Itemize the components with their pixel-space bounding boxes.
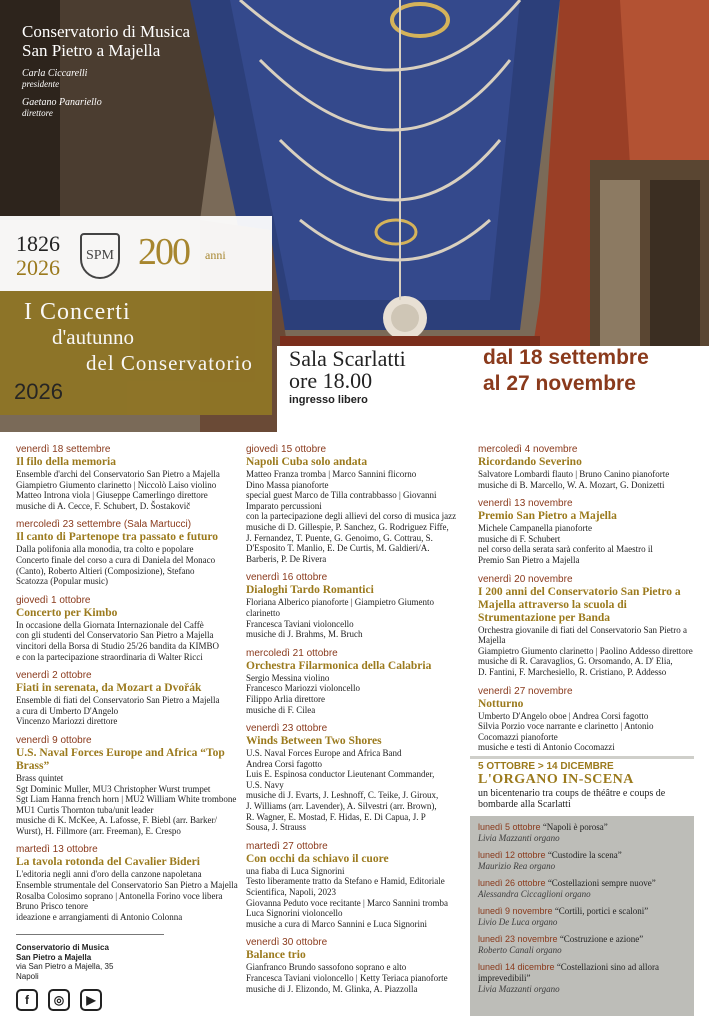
concert-event [246,841,466,930]
event-detail-line: nel corso della serata sarà conferito al Maestro il [478,544,653,555]
event-detail-line: musiche di J. Elizondo, M. Glinka, A. Piazzolla [246,983,418,994]
event-date: giovedì 15 ottobre [246,444,327,455]
event-detail-line: Silvia Porzio voce narrante e clarinetto | Antonio [478,721,654,732]
event-detail-line: U.S. Naval Forces Europe and Africa Band [246,748,402,759]
organ-concert-heading [478,962,686,984]
event-detail-line: Michele Campanella pianoforte [478,523,592,534]
event-detail-line: R. Wagner, E. Mostad, F. Hidas, E. Di Capua, J. P [246,811,426,822]
organ-series-range: 5 OTTOBRE > 14 DICEMBRE [478,761,614,772]
organ-concert-heading [478,850,686,861]
event-detail-line: una fiaba di Luca Signorini [246,865,345,876]
director-role: direttore [22,108,53,118]
organ-concert-title: “Custodire la scena” [547,850,622,860]
event-detail-line: ideazione e arrangiamenti di Antonio Colonna [16,911,183,922]
event-detail-line: musiche di J. Evarts, J. Leshnoff, C. Teike, J. Giroux, [246,790,439,801]
event-title: Napoli Cuba solo andata [246,456,368,468]
title-year: 2026 [14,379,63,404]
event-date: venerdì 30 ottobre [246,937,328,949]
organ-concert-performer: Maurizio Rea organo [478,861,556,871]
concert-event [16,444,238,511]
event-detail-line: Luca Signorini violoncello [246,908,343,919]
event-detail-line: Orchestra giovanile di fiati del Conservatorio San Pietro a Majella [478,624,687,646]
concert-event [478,444,700,490]
event-detail-line: musiche di R. Caravaglios, G. Orsomando, A. D' Elia, [478,656,673,667]
event-detail-line: J. Fernandez, T. Puente, G. Genoimo, G. Cottrau, S. [246,532,433,543]
event-detail-line: Matteo Franza tromba | Marco Sannini flicorno [246,469,417,479]
event-detail-line: Concerto finale del corso a cura di Daniela del Monaco [16,554,216,565]
event-detail-line: musiche di D. Gillespie, P. Sanchez, G. Rodriguez Fiffe, [246,521,449,532]
organ-series-list [470,822,694,995]
event-detail-line: musiche a cura di Marco Sannini e Luca Signorini [246,918,427,929]
organ-concert-heading [478,878,686,889]
organ-series-header [470,756,694,816]
organ-concert-date: lunedì 9 novembre [478,906,553,916]
event-detail-line: Ensemble d'archi del Conservatorio San Pietro a Majella [16,469,220,479]
footer-line1: Conservatorio di Musica [16,943,109,952]
venue-entry: ingresso libero [289,394,368,406]
event-title: Notturno [478,697,524,710]
event-date: venerdì 23 ottobre [246,723,328,735]
event-detail-line: Sergio Messina violino [246,672,330,683]
organ-concert-item [470,878,694,900]
concert-event [246,723,466,833]
dates-line2: al 27 novembre [483,372,636,395]
director-name: Gaetano Panariello [22,97,102,108]
event-detail-line: Rosalba Colosimo soprano | Antonella Forino voce libera [16,890,223,901]
title-line1: I Concerti [24,299,131,325]
event-detail-line: Giovanna Peduto voce recitante | Marco Sannini tromba [246,897,448,908]
organ-concert-heading [478,822,686,833]
concert-event [16,670,238,727]
event-detail-line: Gianfranco Brundo sassofono soprano e alto [246,962,407,973]
concert-event [16,595,238,662]
organ-concert-item [470,822,694,844]
event-title: Concerto per Kimbo [16,606,118,619]
anniversary-word: anni [205,248,226,262]
title-line3: del Conservatorio [86,351,253,375]
event-detail-line: vincitori della Borsa di Studio 25/26 bandita da KIMBO [16,640,219,651]
organ-concert-heading [478,906,686,917]
event-detail-line: Sousa, J. Strauss [246,822,307,833]
event-detail-line: Dalla polifonia alla monodia, tra colto e popolare [16,544,194,555]
event-title: Premio San Pietro a Majella [478,510,617,523]
event-detail-line: Giampietro Giumento clarinetto | Niccolò Laiso violino [16,479,217,490]
event-detail-line: Cocomazzi pianoforte [478,731,558,742]
organ-series-box [470,756,694,1016]
event-detail-line: a cura di Umberto D'Angelo [16,705,119,716]
concert-event [246,648,466,715]
event-detail-line: Dino Massa pianoforte [246,479,329,490]
event-detail-line: special guest Marco de Tilla contrabbasso | Giovanni [246,490,437,501]
event-detail-line: Sgt Dominic Muller, MU3 Christopher Wurst trumpet [16,783,211,794]
event-title: Con occhi da schiavo il cuore [246,852,389,865]
organ-series-name: L'ORGANO IN-SCENA [478,772,634,787]
event-detail-line: J. Williams (arr. Lavender), A. Silvestri (arr. Brown), [246,801,437,812]
organ-concert-performer: Roberto Canali organo [478,945,562,955]
event-date: venerdì 2 ottobre [16,670,92,682]
venue-block [277,346,709,432]
event-detail-line: In occasione della Giornata Internazionale del Caffè [16,619,204,630]
event-detail-line: Wurst), H. Fillmore (arr. Freeman), E. Crespo [16,825,181,836]
event-detail-line: Sgt Liam Hanna french horn | MU2 William White trombone [16,794,237,805]
organ-concert-date: lunedì 14 dicembre [478,962,555,972]
event-detail-line: con gli studenti del Conservatorio San Pietro a Majella [16,630,214,641]
event-detail-line: Ensemble di fiati del Conservatorio San Pietro a Majella [16,695,220,706]
concert-event [246,444,466,564]
event-detail-line: Scatozza (Popular music) [16,576,108,587]
concert-event [16,735,238,837]
anniversary-years [16,232,60,280]
president-role: presidente [22,79,60,89]
program-column-1 [16,444,238,930]
event-title: Orchestra Filarmonica della Calabria [246,659,432,672]
event-detail-line: Scientifica, Napoli, 2023 [246,887,336,898]
event-detail-line: con la partecipazione degli allievi del corso di musica jazz [246,511,457,522]
event-detail-line: Brass quintet [16,772,64,783]
event-date: venerdì 16 ottobre [246,572,328,584]
program-column-3 [478,444,700,761]
event-date: mercoledì 4 novembre [478,444,578,455]
event-title: La tavola rotonda del Cavalier Bideri [16,856,200,869]
event-date: giovedì 1 ottobre [16,594,91,606]
footer-line3: via San Pietro a Majella, 35 [16,962,114,971]
event-detail-line: Vincenzo Mariozzi direttore [16,716,118,727]
concert-event [478,686,700,753]
concert-event [246,937,466,994]
year-start: 1826 [16,231,60,256]
event-detail-line: musiche di A. Cecce, F. Schubert, D. Šostakovič [16,500,191,511]
crest-icon: SPM [80,233,120,279]
institution-name-line1: Conservatorio di Musica [22,22,191,41]
event-detail-line: Giampietro Giumento clarinetto | Paolino Addesso direttore [478,645,693,656]
title-line2: d'autunno [52,325,134,349]
venue-time: ore 18.00 [289,368,373,393]
year-end: 2026 [16,255,60,280]
event-detail-line: musiche di J. Brahms, M. Bruch [246,629,363,640]
organ-concert-performer: Livia Mazzanti organo [478,984,560,994]
youtube-icon[interactable]: ▶ [80,989,102,1011]
event-detail-line: Filippo Arlia direttore [246,693,325,704]
event-detail-line: Bruno Prisco tenore [16,901,88,912]
event-date: venerdì 27 novembre [478,685,573,697]
event-detail-line: Salvatore Lombardi flauto | Bruno Canino pianoforte [478,469,670,479]
event-detail-line: Luis E. Espinosa conductor Lieutenant Commander, [246,769,435,780]
event-title: Winds Between Two Shores [246,735,382,748]
event-detail-line: musiche e testi di Antonio Cocomazzi [478,742,615,753]
event-detail-line: Floriana Alberico pianoforte | Giampietro Giumento clarinetto [246,597,435,618]
organ-concert-item [470,962,694,995]
venue-hall: Sala Scarlatti [289,346,406,371]
event-detail-line: musiche di K. McKee, A. Lafosse, F. Biebl (arr. Barker/ [16,815,217,826]
event-detail-line: Testo liberamente tratto da Stefano e Hamid, Editoriale [246,876,445,887]
event-date: venerdì 18 settembre [16,444,111,455]
event-detail-line: D. Fantini, F. Marchesiello, R. Cristiano, P. Addesso [478,666,667,677]
program-column-2 [246,444,466,1002]
event-detail-line: musiche di B. Marcello, W. A. Mozart, G. Donizetti [478,479,665,490]
event-detail-line: D'Esposito T. Manlio, E. De Curtis, M. Galdieri/A. [246,543,430,554]
event-detail-line: Umberto D'Angelo oboe | Andrea Corsi fagotto [478,710,649,721]
organ-concert-performer: Livio De Luca organo [478,917,558,927]
event-detail-line: Imparato percussioni [246,500,322,511]
event-date: venerdì 20 novembre [478,573,573,585]
event-detail-line: U.S. Navy [246,779,284,790]
organ-concert-title: “Costellazioni sempre nuove” [547,878,656,888]
concert-event [16,844,238,922]
event-detail-line: Andrea Corsi fagotto [246,758,322,769]
event-detail-line: musiche di F. Schubert [478,533,561,544]
institution-header [22,22,190,118]
event-title: U.S. Naval Forces Europe and Africa “Top Brass” [16,746,225,772]
concert-event [246,572,466,639]
event-detail-line: (Canto), Roberto Altieri (Composizione), Stefano [16,565,195,576]
event-title: Ricordando Severino [478,456,582,468]
event-date: venerdì 9 ottobre [16,734,92,746]
organ-concert-title: “Costellazioni sino ad allora imprevedibili” [478,962,660,983]
event-detail-line: Ensemble strumentale del Conservatorio San Pietro a Majella [16,880,238,891]
anniversary-number: 200 [138,231,189,273]
dates-line1: dal 18 settembre [483,346,649,369]
organ-concert-item [470,934,694,956]
organ-concert-date: lunedì 26 ottobre [478,878,546,888]
organ-concert-item [470,906,694,928]
concert-event [478,498,700,565]
organ-concert-date: lunedì 12 ottobre [478,850,546,860]
event-title-block [0,291,272,415]
event-detail-line: Barberis, P. De Rivera [246,553,327,564]
event-detail-line: Matteo Introna viola | Giuseppe Camerlingo direttore [16,490,208,501]
footer-line4: Napoli [16,971,39,981]
event-title: Il canto di Partenope tra passato e futuro [16,531,218,544]
organ-series-subtitle: un bicentenario tra coups de théâtre e coups de bombarde alla Scarlatti [478,788,666,810]
event-detail-line: musiche di F. Cilea [246,704,316,715]
organ-concert-heading [478,934,686,945]
event-title: Fiati in serenata, da Mozart a Dvořák [16,682,202,695]
event-title: Balance trio [246,949,306,962]
organ-concert-title: “Napoli è porosa” [542,822,608,832]
facebook-icon[interactable]: f [16,989,38,1011]
organ-concert-date: lunedì 5 ottobre [478,822,541,832]
organ-concert-performer: Alessandra Ciccaglioni organo [478,889,591,899]
event-detail-line: Francesca Taviani violoncello [246,618,354,629]
president-name: Carla Ciccarelli [22,68,88,79]
instagram-icon[interactable]: ◎ [48,989,70,1011]
organ-concert-performer: Livia Mazzanti organo [478,833,560,843]
event-date: mercoledì 21 ottobre [246,647,338,659]
event-detail-line: MU1 Curtis Thornton tuba/unit leader [16,804,154,815]
event-title: I 200 anni del Conservatorio San Pietro a Majella attraverso la scuola di Strumentazione per Banda [478,585,681,624]
event-detail-line: Premio San Pietro a Majella [478,554,580,565]
event-date: martedì 13 ottobre [16,844,98,856]
event-title: Il filo della memoria [16,456,116,468]
organ-concert-date: lunedì 23 novembre [478,934,558,944]
footer-address [16,934,164,981]
footer-line2: San Pietro a Majella [16,952,92,962]
event-detail-line: Francesco Mariozzi violoncello [246,683,360,694]
event-title: Dialoghi Tardo Romantici [246,584,374,597]
event-detail-line: e con la partecipazione straordinaria di Walter Ricci [16,651,203,662]
event-date: venerdì 13 novembre [478,498,573,510]
event-date: martedì 27 ottobre [246,840,328,852]
institution-name-line2: San Pietro a Majella [22,41,161,60]
concert-event [16,519,238,586]
event-detail-line: Francesca Taviani violoncello | Ketty Teriaca pianoforte [246,973,448,983]
organ-concert-title: “Costruzione e azione” [559,934,644,944]
event-date: mercoledì 23 settembre (Sala Martucci) [16,519,192,531]
organ-concert-item [470,850,694,872]
concert-event [478,574,700,678]
organ-concert-title: “Cortili, portici e scaloni” [554,906,649,916]
event-detail-line: L'editoria negli anni d'oro della canzone napoletana [16,869,202,880]
